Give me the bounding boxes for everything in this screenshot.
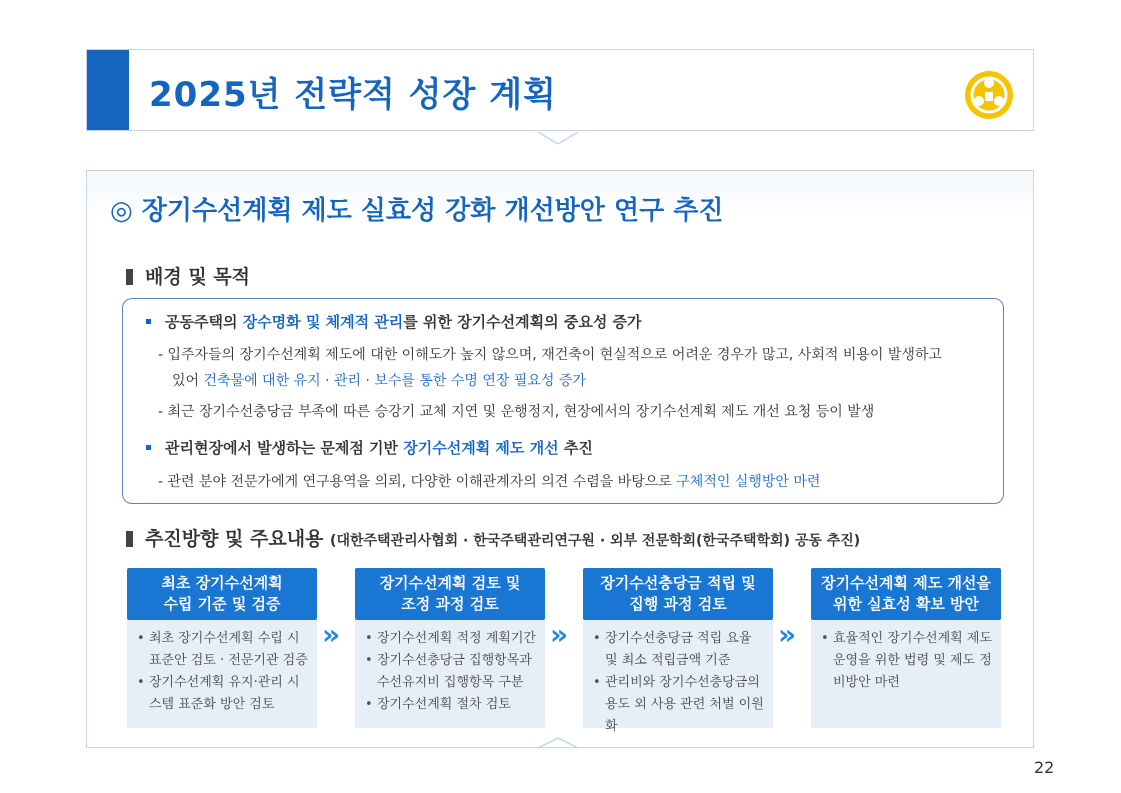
step-2-header: 장기수선계획 검토 및 조정 과정 검토: [355, 568, 545, 620]
section-direction-heading: [126, 524, 860, 551]
chevron-right-icon: »: [778, 618, 791, 651]
background-sub-2: - 최근 장기수선충당금 부족에 따른 승강기 교체 지연 및 운행정지, 현장에서의 장기수선계획 제도 개선 요청 등이 발생: [158, 404, 875, 420]
section-marker-icon: [126, 269, 133, 285]
step-2-item-1: • 장기수선계획 적정 계획기간: [365, 628, 539, 650]
step-3-item-2: • 관리비와 장기수선충당금의 용도 외 사용 관련 처벌 이원화: [593, 672, 767, 738]
step-3-header: 장기수선충당금 적립 및 집행 과정 검토: [583, 568, 773, 620]
step-4-item-1: • 효율적인 장기수선계획 제도 운영을 위한 법령 및 제도 정비방안 마련: [821, 628, 995, 694]
background-sub-1b: 있어 건축물에 대한 유지 · 관리 · 보수를 통한 수명 연장 필요성 증가: [172, 373, 586, 389]
page-title: 2025년 전략적 성장 계획: [149, 75, 557, 115]
page-number: 22: [1034, 758, 1055, 777]
background-bullet-2: 관리현장에서 발생하는 문제점 기반 장기수선계획 제도 개선 추진: [146, 437, 593, 458]
background-sub-3: - 관련 분야 전문가에게 연구용역을 의뢰, 다양한 이해관계자의 의견 수렴을 바탕으로 구체적인 실행방안 마련: [158, 474, 821, 490]
section-direction-subtitle: (대한주택관리사협회 · 한국주택관리연구원 · 외부 전문학회(한국주택학회) 공동 추진): [330, 533, 861, 549]
chevron-right-icon: »: [322, 618, 335, 651]
background-bullet-1: 공동주택의 장수명화 및 체계적 관리를 위한 장기수선계획의 중요성 증가: [146, 311, 642, 332]
step-2-body: [355, 620, 545, 728]
step-1-item-1: • 최초 장기수선계획 수립 시 표준안 검토 · 전문기관 검증: [137, 628, 311, 672]
section-direction-label: 추진방향 및 주요내용: [145, 528, 324, 550]
title-accent-bar: [87, 50, 129, 130]
section-background-heading: [126, 262, 250, 289]
bullet-square-icon: [146, 319, 151, 324]
step-1-header: 최초 장기수선계획 수립 기준 및 검증: [127, 568, 317, 620]
title-bar: [86, 49, 1034, 131]
chevron-right-icon: »: [550, 618, 563, 651]
step-1-body: [127, 620, 317, 728]
background-sub-1a: - 입주자들의 장기수선계획 제도에 대한 이해도가 높지 않으며, 재건축이 현실적으로 어려운 경우가 많고, 사회적 비용이 발생하고: [158, 347, 942, 363]
bullet-square-icon: [146, 445, 151, 450]
step-2-item-3: • 장기수선계획 절차 검토: [365, 694, 539, 716]
step-4-header: 장기수선계획 제도 개선을 위한 실효성 확보 방안: [811, 568, 1001, 620]
step-3-body: [583, 620, 773, 734]
step-3-item-1: • 장기수선충당금 적립 요율 및 최소 적립금액 기준: [593, 628, 767, 672]
step-4-body: [811, 620, 1001, 728]
association-emblem-icon: [964, 70, 1014, 120]
step-1-item-2: • 장기수선계획 유지·관리 시스템 표준화 방안 검토: [137, 672, 311, 716]
section-marker-icon: [126, 531, 133, 547]
main-heading: ◎ 장기수선계획 제도 실효성 강화 개선방안 연구 추진: [110, 196, 724, 226]
bottom-connector: [538, 736, 578, 750]
section-background-label: 배경 및 목적: [145, 266, 250, 288]
step-2-item-2: • 장기수선충당금 집행항목과 수선유지비 집행항목 구분: [365, 650, 539, 694]
